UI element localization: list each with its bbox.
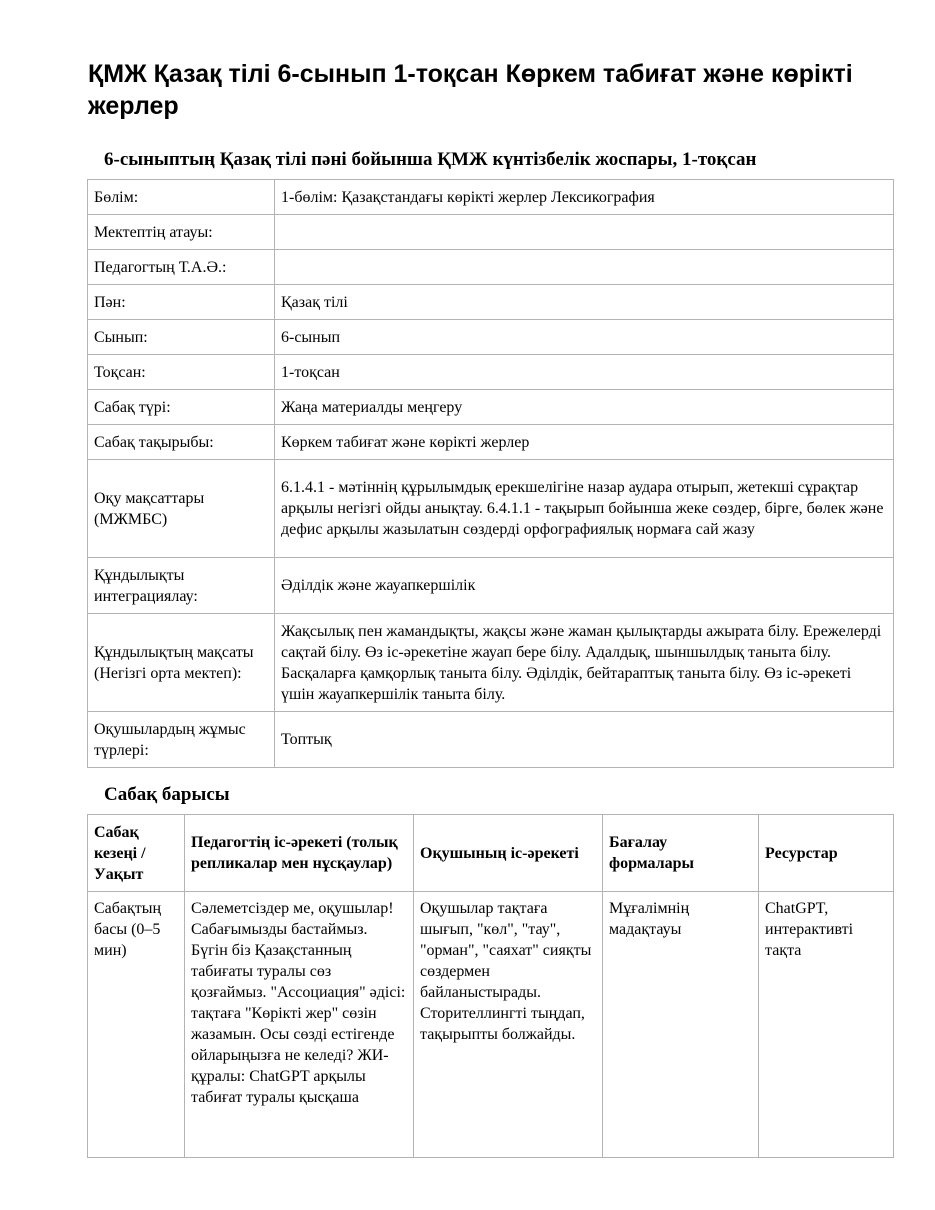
table-row [88, 215, 894, 250]
student-activity-cell: Оқушылар тақтаға шығып, "көл", "тау", "орман", "саяхат" сияқты сөздермен байланыстырады. Сторителлингті тыңдап, тақырыпты болжайды. [414, 892, 603, 1158]
plan-heading: 6-сыныптың Қазақ тілі пәні бойынша ҚМЖ күнтізбелік жоспары, 1-тоқсан [104, 149, 757, 170]
info-label: Құндылықты интеграциялау: [88, 558, 275, 614]
column-header-teacher-activity: Педагогтің іс-әрекеті (толық репликалар мен нұсқаулар) [185, 815, 414, 892]
teacher-activity-cell: Сәлеметсіздер ме, оқушылар! Сабағымызды бастаймыз. Бүгін біз Қазақстанның табиғаты туралы сөз қозғаймыз. "Ассоциация" әдісі: тақтаға "Көрікті жер" сөзін жазамын. Осы сөзді естігенде ойларыңызға не келеді? ЖИ-құралы: ChatGPT арқылы табиғат туралы қысқаша [185, 892, 414, 1158]
info-value: Жақсылық пен жамандықты, жақсы және жаман қылықтарды ажырата білу. Ережелерді сақтай білу. Өз іс-әрекетіне жауап бере білу. Адалдық, шыншылдық таныта білу. Басқаларға қамқорлық таныта білу. Әділдік, бейтараптық таныта білу. Өз іс-әрекеті үшін жауапкершілік таныта білу. [275, 614, 894, 712]
info-label: Оқу мақсаттары (МЖМБС) [88, 460, 275, 558]
info-value: Жаңа материалды меңгеру [275, 390, 894, 425]
column-header-resources: Ресурстар [759, 815, 894, 892]
document-title: ҚМЖ Қазақ тілі 6-сынып 1-тоқсан Көркем табиғат және көрікті жерлер [88, 60, 853, 120]
lesson-info-table [87, 179, 894, 768]
info-label: Сынып: [88, 320, 275, 355]
info-value: 1-бөлім: Қазақстандағы көрікті жерлер Лексикография [275, 180, 894, 215]
lesson-progress-heading: Сабақ барысы [104, 784, 230, 805]
info-value: 1-тоқсан [275, 355, 894, 390]
info-label: Сабақ түрі: [88, 390, 275, 425]
info-value: Көркем табиғат және көрікті жерлер [275, 425, 894, 460]
info-label: Мектептің атауы: [88, 215, 275, 250]
table-row [88, 390, 894, 425]
info-value: 6-сынып [275, 320, 894, 355]
table-row [88, 285, 894, 320]
table-row [88, 425, 894, 460]
info-value: Әділдік және жауапкершілік [275, 558, 894, 614]
table-row [88, 460, 894, 558]
table-row [88, 712, 894, 768]
info-label: Пән: [88, 285, 275, 320]
stage-cell: Сабақтың басы (0–5 мин) [88, 892, 185, 1158]
column-header-stage: Сабақ кезеңі / Уақыт [88, 815, 185, 892]
table-row [88, 614, 894, 712]
resources-cell: ChatGPT, интерактивті тақта [759, 892, 894, 1158]
table-row [88, 320, 894, 355]
info-value: Қазақ тілі [275, 285, 894, 320]
info-label: Педагогтың Т.А.Ә.: [88, 250, 275, 285]
assessment-cell: Мұғалімнің мадақтауы [603, 892, 759, 1158]
info-label: Құндылықтың мақсаты (Негізгі орта мектеп): [88, 614, 275, 712]
table-row [88, 180, 894, 215]
info-label: Оқушылардың жұмыс түрлері: [88, 712, 275, 768]
table-header-row [88, 815, 894, 892]
column-header-student-activity: Оқушының іс-әрекеті [414, 815, 603, 892]
table-row [88, 892, 894, 1158]
info-value [275, 215, 894, 250]
info-label: Сабақ тақырыбы: [88, 425, 275, 460]
column-header-assessment: Бағалау формалары [603, 815, 759, 892]
table-row [88, 558, 894, 614]
table-row [88, 250, 894, 285]
info-label: Бөлім: [88, 180, 275, 215]
info-value: Топтық [275, 712, 894, 768]
lesson-progress-table [87, 814, 894, 1158]
table-row [88, 355, 894, 390]
info-value [275, 250, 894, 285]
info-value: 6.1.4.1 - мәтіннің құрылымдық ерекшелігіне назар аудара отырып, жетекші сұрақтар арқылы негізгі ойды анықтау. 6.4.1.1 - тақырып бойынша жеке сөздер, бірге, бөлек және дефис арқылы жазылатын сөздерді орфографиялық нормаға сай жазу [275, 460, 894, 558]
info-label: Тоқсан: [88, 355, 275, 390]
